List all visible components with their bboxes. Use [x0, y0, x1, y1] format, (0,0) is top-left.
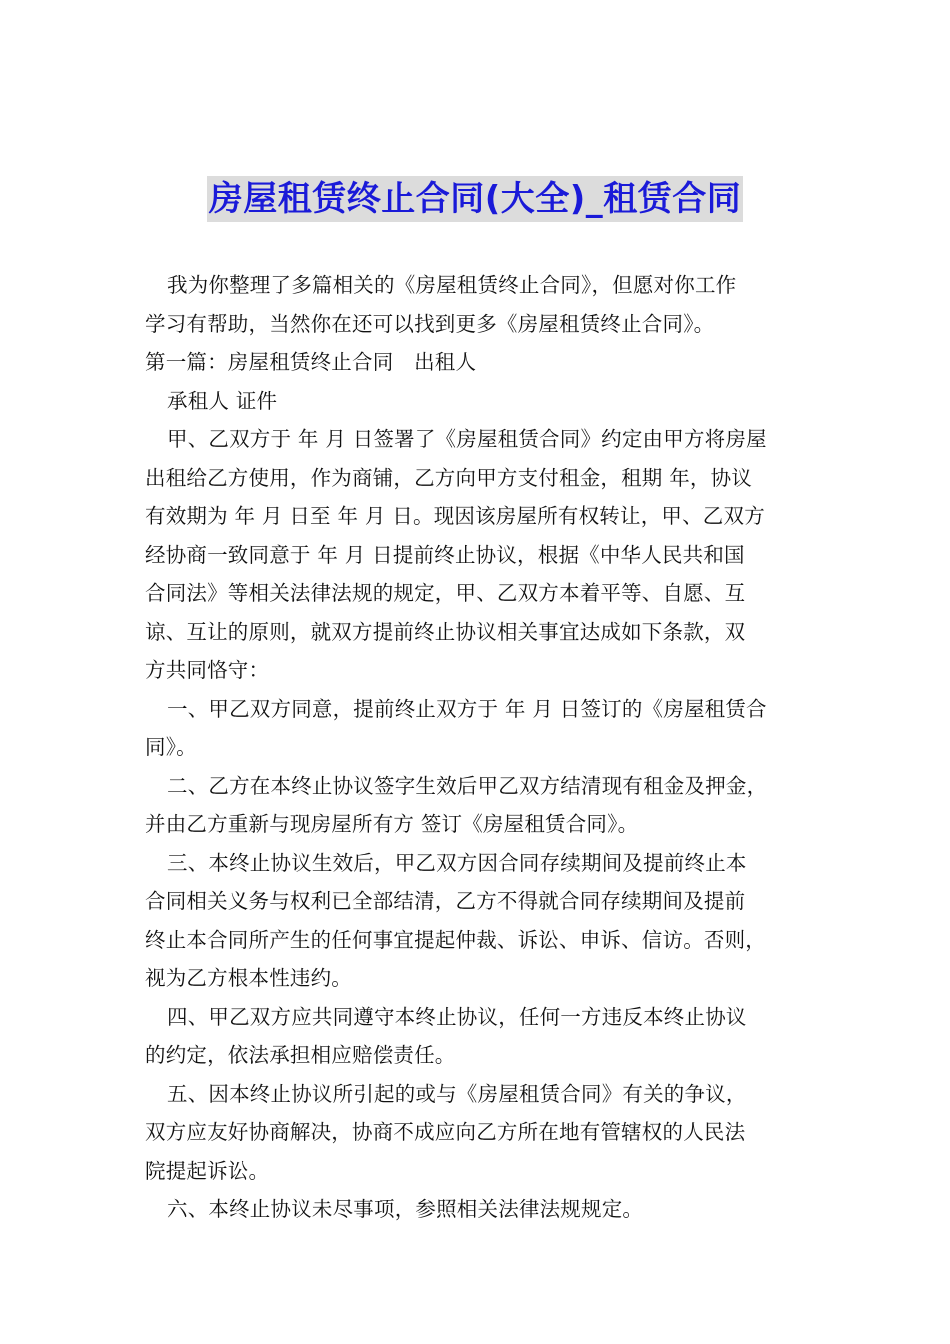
- paragraph-line: 合同相关义务与权利已全部结清，乙方不得就合同存续期间及提前: [145, 889, 746, 913]
- paragraph-line: 五、因本终止协议所引起的或与《房屋租赁合同》有关的争议，: [167, 1081, 747, 1106]
- paragraph-line: 终止本合同所产生的任何事宜提起仲裁、诉讼、申诉、信访。否则，: [145, 927, 766, 952]
- paragraph-line: 承租人 证件: [167, 388, 278, 413]
- paragraph-line: 院提起诉讼。: [145, 1158, 270, 1183]
- paragraph-line: 合同法》等相关法律法规的规定，甲、乙双方本着平等、自愿、互: [145, 581, 746, 605]
- paragraph-line: 同》。: [145, 735, 197, 759]
- paragraph-line: 经协商一致同意于 年 月 日提前终止协议，根据《中华人民共和国: [145, 542, 745, 567]
- paragraph-line: 并由乙方重新与现房屋所有方 签订《房屋租赁合同》。: [145, 812, 639, 836]
- paragraph-line: 视为乙方根本性违约。: [145, 966, 352, 990]
- title-container: [0, 176, 950, 222]
- paragraph-line: 四、甲乙双方应共同遵守本终止协议，任何一方违反本终止协议: [167, 1004, 747, 1029]
- paragraph-line: 方共同恪守：: [145, 658, 270, 682]
- paragraph-line: 二、乙方在本终止协议签字生效后甲乙双方结清现有租金及押金，: [167, 773, 768, 798]
- paragraph-line: 六、本终止协议未尽事项，参照相关法律法规规定。: [167, 1197, 644, 1221]
- paragraph-line: 我为你整理了多篇相关的《房屋租赁终止合同》，但愿对你工作: [167, 273, 737, 297]
- document-title: 房屋租赁终止合同(大全)_租赁合同: [207, 176, 744, 222]
- paragraph-line: 三、本终止协议生效后，甲乙双方因合同存续期间及提前终止本: [167, 850, 747, 875]
- paragraph-line: 学习有帮助，当然你在还可以找到更多《房屋租赁终止合同》。: [145, 311, 715, 336]
- paragraph-line: 一、甲乙双方同意，提前终止双方于 年 月 日签订的《房屋租赁合: [167, 696, 767, 721]
- paragraph-line: 第一篇：房屋租赁终止合同 出租人: [145, 350, 477, 374]
- paragraph-line: 出租给乙方使用，作为商铺，乙方向甲方支付租金，租期 年，协议: [145, 465, 753, 490]
- paragraph-line: 双方应友好协商解决，协商不成应向乙方所在地有管辖权的人民法: [145, 1120, 746, 1144]
- paragraph-line: 甲、乙双方于 年 月 日签署了《房屋租赁合同》约定由甲方将房屋: [167, 427, 767, 451]
- paragraph-line: 的约定，依法承担相应赔偿责任。: [145, 1043, 456, 1067]
- paragraph-line: 有效期为 年 月 日至 年 月 日。现因该房屋所有权转让，甲、乙双方: [145, 504, 765, 528]
- paragraph-line: 谅、互让的原则，就双方提前终止协议相关事宜达成如下条款，双: [145, 619, 746, 644]
- document-body: [145, 266, 810, 1229]
